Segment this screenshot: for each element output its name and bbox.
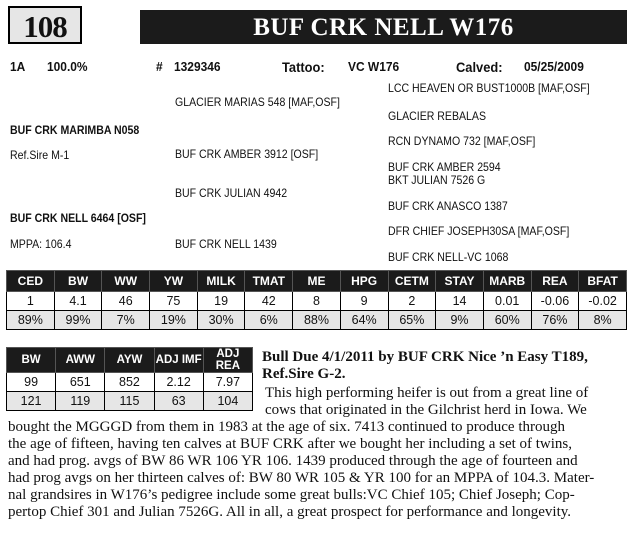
performance-ratio: 63 (154, 392, 203, 411)
registration-number: 1329346 (174, 59, 221, 74)
epd-percentile: 88% (293, 311, 341, 330)
bull-due-line: Ref.Sire G-2. (262, 366, 346, 382)
epd-value: -0.02 (579, 292, 627, 311)
performance-header-adj-rea: ADJ REA (203, 348, 252, 373)
pedigree-sire-sire-sire: LCC HEAVEN OR BUST1000B [MAF,OSF] (388, 81, 590, 95)
lot-number: 108 (23, 9, 67, 44)
pedigree-dam-dam-dam: BUF CRK NELL-VC 1068 (388, 250, 509, 264)
epd-percentile: 19% (150, 311, 198, 330)
epd-value: -0.06 (531, 292, 579, 311)
pedigree-dam-dam-sire: DFR CHIEF JOSEPH30SA [MAF,OSF] (388, 224, 570, 238)
calved-label: Calved: (456, 59, 503, 75)
performance-ratio: 104 (203, 392, 252, 411)
performance-header-adj-imf: ADJ IMF (154, 348, 203, 373)
epd-header-me: ME (293, 271, 341, 292)
performance-ratio: 115 (105, 392, 154, 411)
description-line: bought the MGGGD from them in 1983 at the age of six. 7413 continued to produce through (8, 419, 565, 435)
epd-value: 42 (245, 292, 293, 311)
description-line: This high performing heifer is out from a great line of (265, 385, 589, 401)
epd-value: 8 (293, 292, 341, 311)
epd-value: 4.1 (54, 292, 102, 311)
title-bar (140, 10, 627, 44)
epd-value: 2 (388, 292, 436, 311)
performance-actual: 852 (105, 373, 154, 392)
description-line: and had prog. avgs of BW 86 WR 106 YR 106. 1439 produced through the age of fourteen and (8, 453, 578, 469)
epd-value: 46 (102, 292, 150, 311)
performance-header-bw: BW (7, 348, 56, 373)
epd-header-rea: REA (531, 271, 579, 292)
epd-header-milk: MILK (197, 271, 245, 292)
epd-percentile: 89% (7, 311, 55, 330)
epd-percentile: 76% (531, 311, 579, 330)
epd-header-row (7, 271, 627, 292)
epd-header-bfat: BFAT (579, 271, 627, 292)
performance-actual: 7.97 (203, 373, 252, 392)
epd-value: 9 (340, 292, 388, 311)
epd-value: 14 (436, 292, 484, 311)
epd-percentile: 9% (436, 311, 484, 330)
epd-percentile: 6% (245, 311, 293, 330)
description-line: nal grandsires in W176’s pedigree include some great bulls:VC Chief 105; Chief Joseph; Cop- (8, 487, 575, 503)
epd-header-stay: STAY (436, 271, 484, 292)
performance-actual: 651 (56, 373, 105, 392)
epd-header-cetm: CETM (388, 271, 436, 292)
epd-percentile: 65% (388, 311, 436, 330)
epd-value: 0.01 (483, 292, 531, 311)
description-line: had prog avgs on her thirteen calves of: BW 80 WR 105 & YR 100 for an MPPA of 104.3. Mater- (8, 470, 595, 486)
epd-header-hpg: HPG (340, 271, 388, 292)
tattoo-label: Tattoo: (282, 59, 325, 75)
tattoo-value: VC W176 (348, 59, 400, 74)
calved-date: 05/25/2009 (524, 59, 584, 74)
performance-ratio: 119 (56, 392, 105, 411)
performance-header-aww: AWW (56, 348, 105, 373)
epd-percentile: 60% (483, 311, 531, 330)
epd-header-ced: CED (7, 271, 55, 292)
epd-value: 75 (150, 292, 198, 311)
epd-values-row (7, 292, 627, 311)
pedigree-dam: BUF CRK NELL 6464 [OSF] (10, 211, 146, 225)
bull-due-line: Bull Due 4/1/2011 by BUF CRK Nice ’n Easy T189, (262, 349, 588, 365)
pedigree-dam-mppa: MPPA: 106.4 (10, 237, 72, 251)
pedigree-dam-sire: BUF CRK JULIAN 4942 (175, 186, 288, 200)
epd-header-tmat: TMAT (245, 271, 293, 292)
percent-blood: 100.0% (47, 59, 88, 74)
performance-table (6, 347, 253, 411)
epd-percentile: 8% (579, 311, 627, 330)
epd-header-ww: WW (102, 271, 150, 292)
performance-actual-row (7, 373, 253, 392)
epd-header-bw: BW (54, 271, 102, 292)
pedigree-dam-sire-sire: BKT JULIAN 7526 G (388, 173, 486, 187)
epd-percentile: 7% (102, 311, 150, 330)
pedigree-sire-dam-sire: RCN DYNAMO 732 [MAF,OSF] (388, 134, 536, 148)
pedigree-dam-dam: BUF CRK NELL 1439 (175, 237, 277, 251)
description-line: cows that originated in the Gilchrist herd in Iowa. We (265, 402, 587, 418)
performance-ratio-row (7, 392, 253, 411)
epd-value: 1 (7, 292, 55, 311)
pedigree-dam-sire-dam: BUF CRK ANASCO 1387 (388, 199, 508, 213)
performance-actual: 99 (7, 373, 56, 392)
pedigree-sire-dam: BUF CRK AMBER 3912 [OSF] (175, 147, 319, 161)
description-line: the age of fifteen, having ten calves at BUF CRK after we bought her including a set of twins, (8, 436, 573, 452)
performance-header-row (7, 348, 253, 373)
pedigree-sire: BUF CRK MARIMBA N058 (10, 123, 140, 137)
epd-value: 19 (197, 292, 245, 311)
grade-code: 1A (10, 59, 26, 74)
epd-header-yw: YW (150, 271, 198, 292)
bull-due-note (262, 349, 632, 383)
performance-ratio: 121 (7, 392, 56, 411)
pedigree-sire-sire-dam: GLACIER REBALAS (388, 109, 487, 123)
pedigree-sire-sire: GLACIER MARIAS 548 [MAF,OSF] (175, 95, 340, 109)
registration-label: # (156, 59, 163, 74)
epd-table (6, 270, 627, 330)
epd-percentile: 99% (54, 311, 102, 330)
performance-actual: 2.12 (154, 373, 203, 392)
pedigree-sire-ref: Ref.Sire M-1 (10, 148, 70, 162)
lot-number-box (8, 6, 82, 44)
epd-header-marb: MARB (483, 271, 531, 292)
epd-percentile: 64% (340, 311, 388, 330)
epd-percentile-row (7, 311, 627, 330)
performance-header-ayw: AYW (105, 348, 154, 373)
epd-percentile: 30% (197, 311, 245, 330)
pedigree-sire-dam-dam: BUF CRK AMBER 2594 (388, 160, 501, 174)
animal-name: BUF CRK NELL W176 (253, 14, 514, 41)
description-line: pertop Chief 301 and Julian 7526G. All in all, a great prospect for performance and longevity. (8, 504, 572, 520)
